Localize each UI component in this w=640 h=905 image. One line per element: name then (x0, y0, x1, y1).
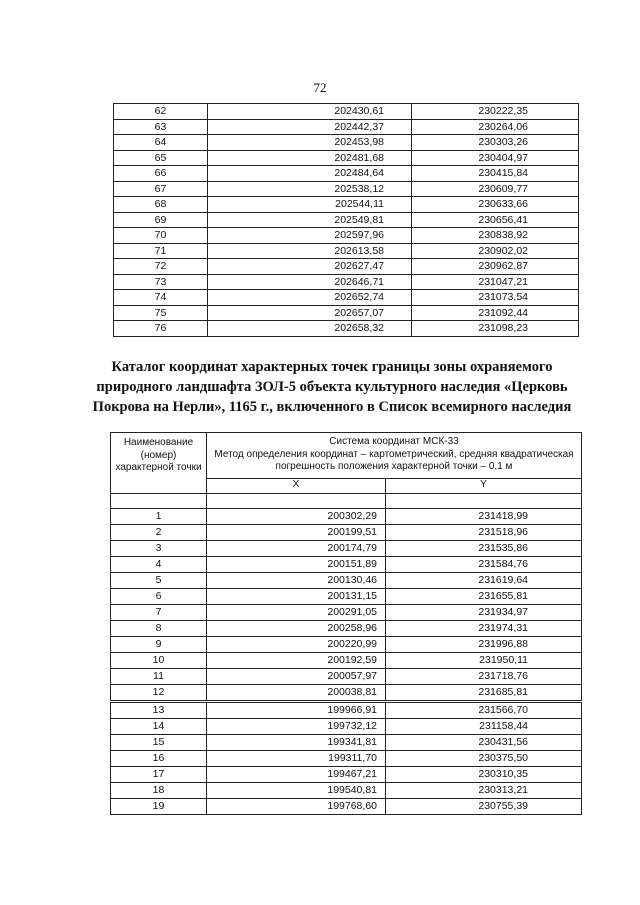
table-row (114, 150, 579, 166)
table-row (111, 668, 582, 684)
x-coordinate-cell: 199732,12 (207, 718, 386, 734)
x-coordinate-cell: 199540,81 (207, 782, 386, 798)
table-row (111, 540, 582, 556)
page-number: 72 (313, 80, 327, 95)
y-coordinate-cell: 231934,97 (386, 604, 582, 620)
coordinate-system-header (207, 433, 582, 479)
header-spacer-row (111, 493, 582, 508)
y-coordinate-cell: 230404,97 (412, 150, 579, 166)
y-coordinate-cell: 231584,76 (386, 556, 582, 572)
y-coordinate-cell: 231996,88 (386, 636, 582, 652)
y-coordinate-cell: 231950,11 (386, 652, 582, 668)
point-number-cell: 64 (114, 135, 208, 151)
point-number-cell: 63 (114, 119, 208, 135)
point-number-cell: 4 (111, 556, 207, 572)
x-coordinate-cell: 200291,05 (207, 604, 386, 620)
table-row (111, 572, 582, 588)
point-number-cell: 70 (114, 228, 208, 244)
table-body (114, 104, 579, 337)
y-coordinate-cell: 231718,76 (386, 668, 582, 684)
y-coordinate-cell: 231518,96 (386, 524, 582, 540)
x-coordinate-cell: 200151,89 (207, 556, 386, 572)
point-number-cell: 75 (114, 305, 208, 321)
coordinates-table-continued (113, 103, 579, 337)
y-coordinate-cell: 231655,81 (386, 588, 582, 604)
y-coordinate-cell: 231619,64 (386, 572, 582, 588)
y-coordinate-cell: 230415,84 (412, 166, 579, 182)
point-number-cell: 10 (111, 652, 207, 668)
y-coordinate-cell: 230902,02 (412, 243, 579, 259)
table-row (114, 305, 579, 321)
table-row (114, 181, 579, 197)
table-row (111, 556, 582, 572)
table-row (111, 588, 582, 604)
x-coordinate-cell: 202549,81 (208, 212, 412, 228)
point-number-cell: 18 (111, 782, 207, 798)
y-coordinate-cell: 230962,87 (412, 259, 579, 275)
y-coordinate-cell: 230656,41 (412, 212, 579, 228)
table-row (111, 524, 582, 540)
y-coordinate-cell: 231047,21 (412, 274, 579, 290)
table-row (111, 734, 582, 750)
y-coordinate-cell: 230375,50 (386, 750, 582, 766)
y-coordinate-cell: 231158,44 (386, 718, 582, 734)
point-number-cell: 14 (111, 718, 207, 734)
y-coordinate-cell: 231098,23 (412, 321, 579, 337)
spacer-cell (386, 493, 582, 508)
table-row (114, 104, 579, 120)
x-coordinate-cell: 202481,68 (208, 150, 412, 166)
table-row (111, 508, 582, 524)
y-coordinate-cell: 231092,44 (412, 305, 579, 321)
x-coordinate-cell: 202613,58 (208, 243, 412, 259)
x-coordinate-cell: 199467,21 (207, 766, 386, 782)
table-row (111, 604, 582, 620)
table-row (114, 290, 579, 306)
table-row (111, 782, 582, 798)
y-coordinate-cell: 230431,56 (386, 734, 582, 750)
x-coordinate-cell: 200057,97 (207, 668, 386, 684)
x-coordinate-cell: 199768,60 (207, 798, 386, 814)
y-column-header: Y (386, 478, 582, 493)
y-coordinate-cell: 231535,86 (386, 540, 582, 556)
x-coordinate-cell: 202430,61 (208, 104, 412, 120)
x-coordinate-cell: 200038,81 (207, 684, 386, 701)
y-coordinate-cell: 231685,81 (386, 684, 582, 701)
point-number-cell: 8 (111, 620, 207, 636)
table-row (111, 750, 582, 766)
y-coordinate-cell: 230264,06 (412, 119, 579, 135)
spacer-cell (207, 493, 386, 508)
table-row (114, 135, 579, 151)
point-number-cell: 69 (114, 212, 208, 228)
x-column-header: X (207, 478, 386, 493)
y-coordinate-cell: 230755,39 (386, 798, 582, 814)
y-coordinate-cell: 231974,31 (386, 620, 582, 636)
method-description: Метод определения координат – картометрический, средняя квадратическая погрешность положения характерной точки – 0,1 м (214, 448, 574, 472)
table-row (111, 701, 582, 718)
table-row (111, 718, 582, 734)
point-number-cell: 13 (111, 701, 207, 718)
point-number-cell: 16 (111, 750, 207, 766)
point-number-cell: 3 (111, 540, 207, 556)
x-coordinate-cell: 200220,99 (207, 636, 386, 652)
point-number-cell: 1 (111, 508, 207, 524)
table-body (111, 493, 582, 814)
x-coordinate-cell: 202657,07 (208, 305, 412, 321)
point-number-cell: 74 (114, 290, 208, 306)
point-number-cell: 66 (114, 166, 208, 182)
point-number-cell: 11 (111, 668, 207, 684)
x-coordinate-cell: 202627,47 (208, 259, 412, 275)
point-number-cell: 15 (111, 734, 207, 750)
point-number-cell: 7 (111, 604, 207, 620)
x-coordinate-cell: 202658,32 (208, 321, 412, 337)
table-row (114, 259, 579, 275)
point-number-cell: 17 (111, 766, 207, 782)
table-row (111, 684, 582, 701)
table-row (111, 652, 582, 668)
point-number-cell: 5 (111, 572, 207, 588)
catalog-title: Каталог координат характерных точек границы зоны охраняемого природного ландшафта ЗОЛ-5 объекта культурного наследия «Церковь Покрова на Нерли», 1165 г., включенного в Список всемирного наследия (92, 359, 572, 415)
x-coordinate-cell: 200174,79 (207, 540, 386, 556)
x-coordinate-cell: 202646,71 (208, 274, 412, 290)
x-coordinate-cell: 202652,74 (208, 290, 412, 306)
y-coordinate-cell: 230609,77 (412, 181, 579, 197)
table-row (114, 197, 579, 213)
x-coordinate-cell: 200131,15 (207, 588, 386, 604)
table-row (114, 243, 579, 259)
x-coordinate-cell: 202442,37 (208, 119, 412, 135)
point-number-cell: 72 (114, 259, 208, 275)
table-row (111, 766, 582, 782)
table-row (114, 321, 579, 337)
x-coordinate-cell: 199311,70 (207, 750, 386, 766)
y-coordinate-cell: 230313,21 (386, 782, 582, 798)
table-row (111, 636, 582, 652)
point-number-cell: 19 (111, 798, 207, 814)
x-coordinate-cell: 200192,59 (207, 652, 386, 668)
x-coordinate-cell: 202538,12 (208, 181, 412, 197)
point-number-cell: 68 (114, 197, 208, 213)
point-number-cell: 6 (111, 588, 207, 604)
point-number-cell: 76 (114, 321, 208, 337)
y-coordinate-cell: 231566,70 (386, 701, 582, 718)
x-coordinate-cell: 202597,96 (208, 228, 412, 244)
y-coordinate-cell: 230310,35 (386, 766, 582, 782)
x-coordinate-cell: 202544,11 (208, 197, 412, 213)
x-coordinate-cell: 200302,29 (207, 508, 386, 524)
point-number-cell: 12 (111, 684, 207, 701)
table-row (114, 166, 579, 182)
table-row (114, 274, 579, 290)
y-coordinate-cell: 230838,92 (412, 228, 579, 244)
point-number-cell: 73 (114, 274, 208, 290)
point-number-cell: 67 (114, 181, 208, 197)
point-number-cell: 2 (111, 524, 207, 540)
point-number-cell: 9 (111, 636, 207, 652)
point-number-cell: 62 (114, 104, 208, 120)
y-coordinate-cell: 231418,99 (386, 508, 582, 524)
spacer-cell (111, 493, 207, 508)
y-coordinate-cell: 231073,54 (412, 290, 579, 306)
y-coordinate-cell: 230633,66 (412, 197, 579, 213)
table-row (111, 620, 582, 636)
x-coordinate-cell: 200130,46 (207, 572, 386, 588)
table-row (114, 228, 579, 244)
coordinates-table-zol5 (110, 432, 582, 815)
table-row (114, 212, 579, 228)
y-coordinate-cell: 230222,35 (412, 104, 579, 120)
point-number-cell: 65 (114, 150, 208, 166)
coordinate-system-label: Система координат МСК-33 (329, 436, 459, 447)
x-coordinate-cell: 202453,98 (208, 135, 412, 151)
point-number-cell: 71 (114, 243, 208, 259)
x-coordinate-cell: 200258,96 (207, 620, 386, 636)
table-row (114, 119, 579, 135)
table-header (111, 433, 582, 494)
point-name-header: Наименование (номер) характерной точки (111, 433, 207, 494)
table-row (111, 798, 582, 814)
x-coordinate-cell: 199966,91 (207, 701, 386, 718)
x-coordinate-cell: 200199,51 (207, 524, 386, 540)
y-coordinate-cell: 230303,26 (412, 135, 579, 151)
x-coordinate-cell: 202484,64 (208, 166, 412, 182)
x-coordinate-cell: 199341,81 (207, 734, 386, 750)
